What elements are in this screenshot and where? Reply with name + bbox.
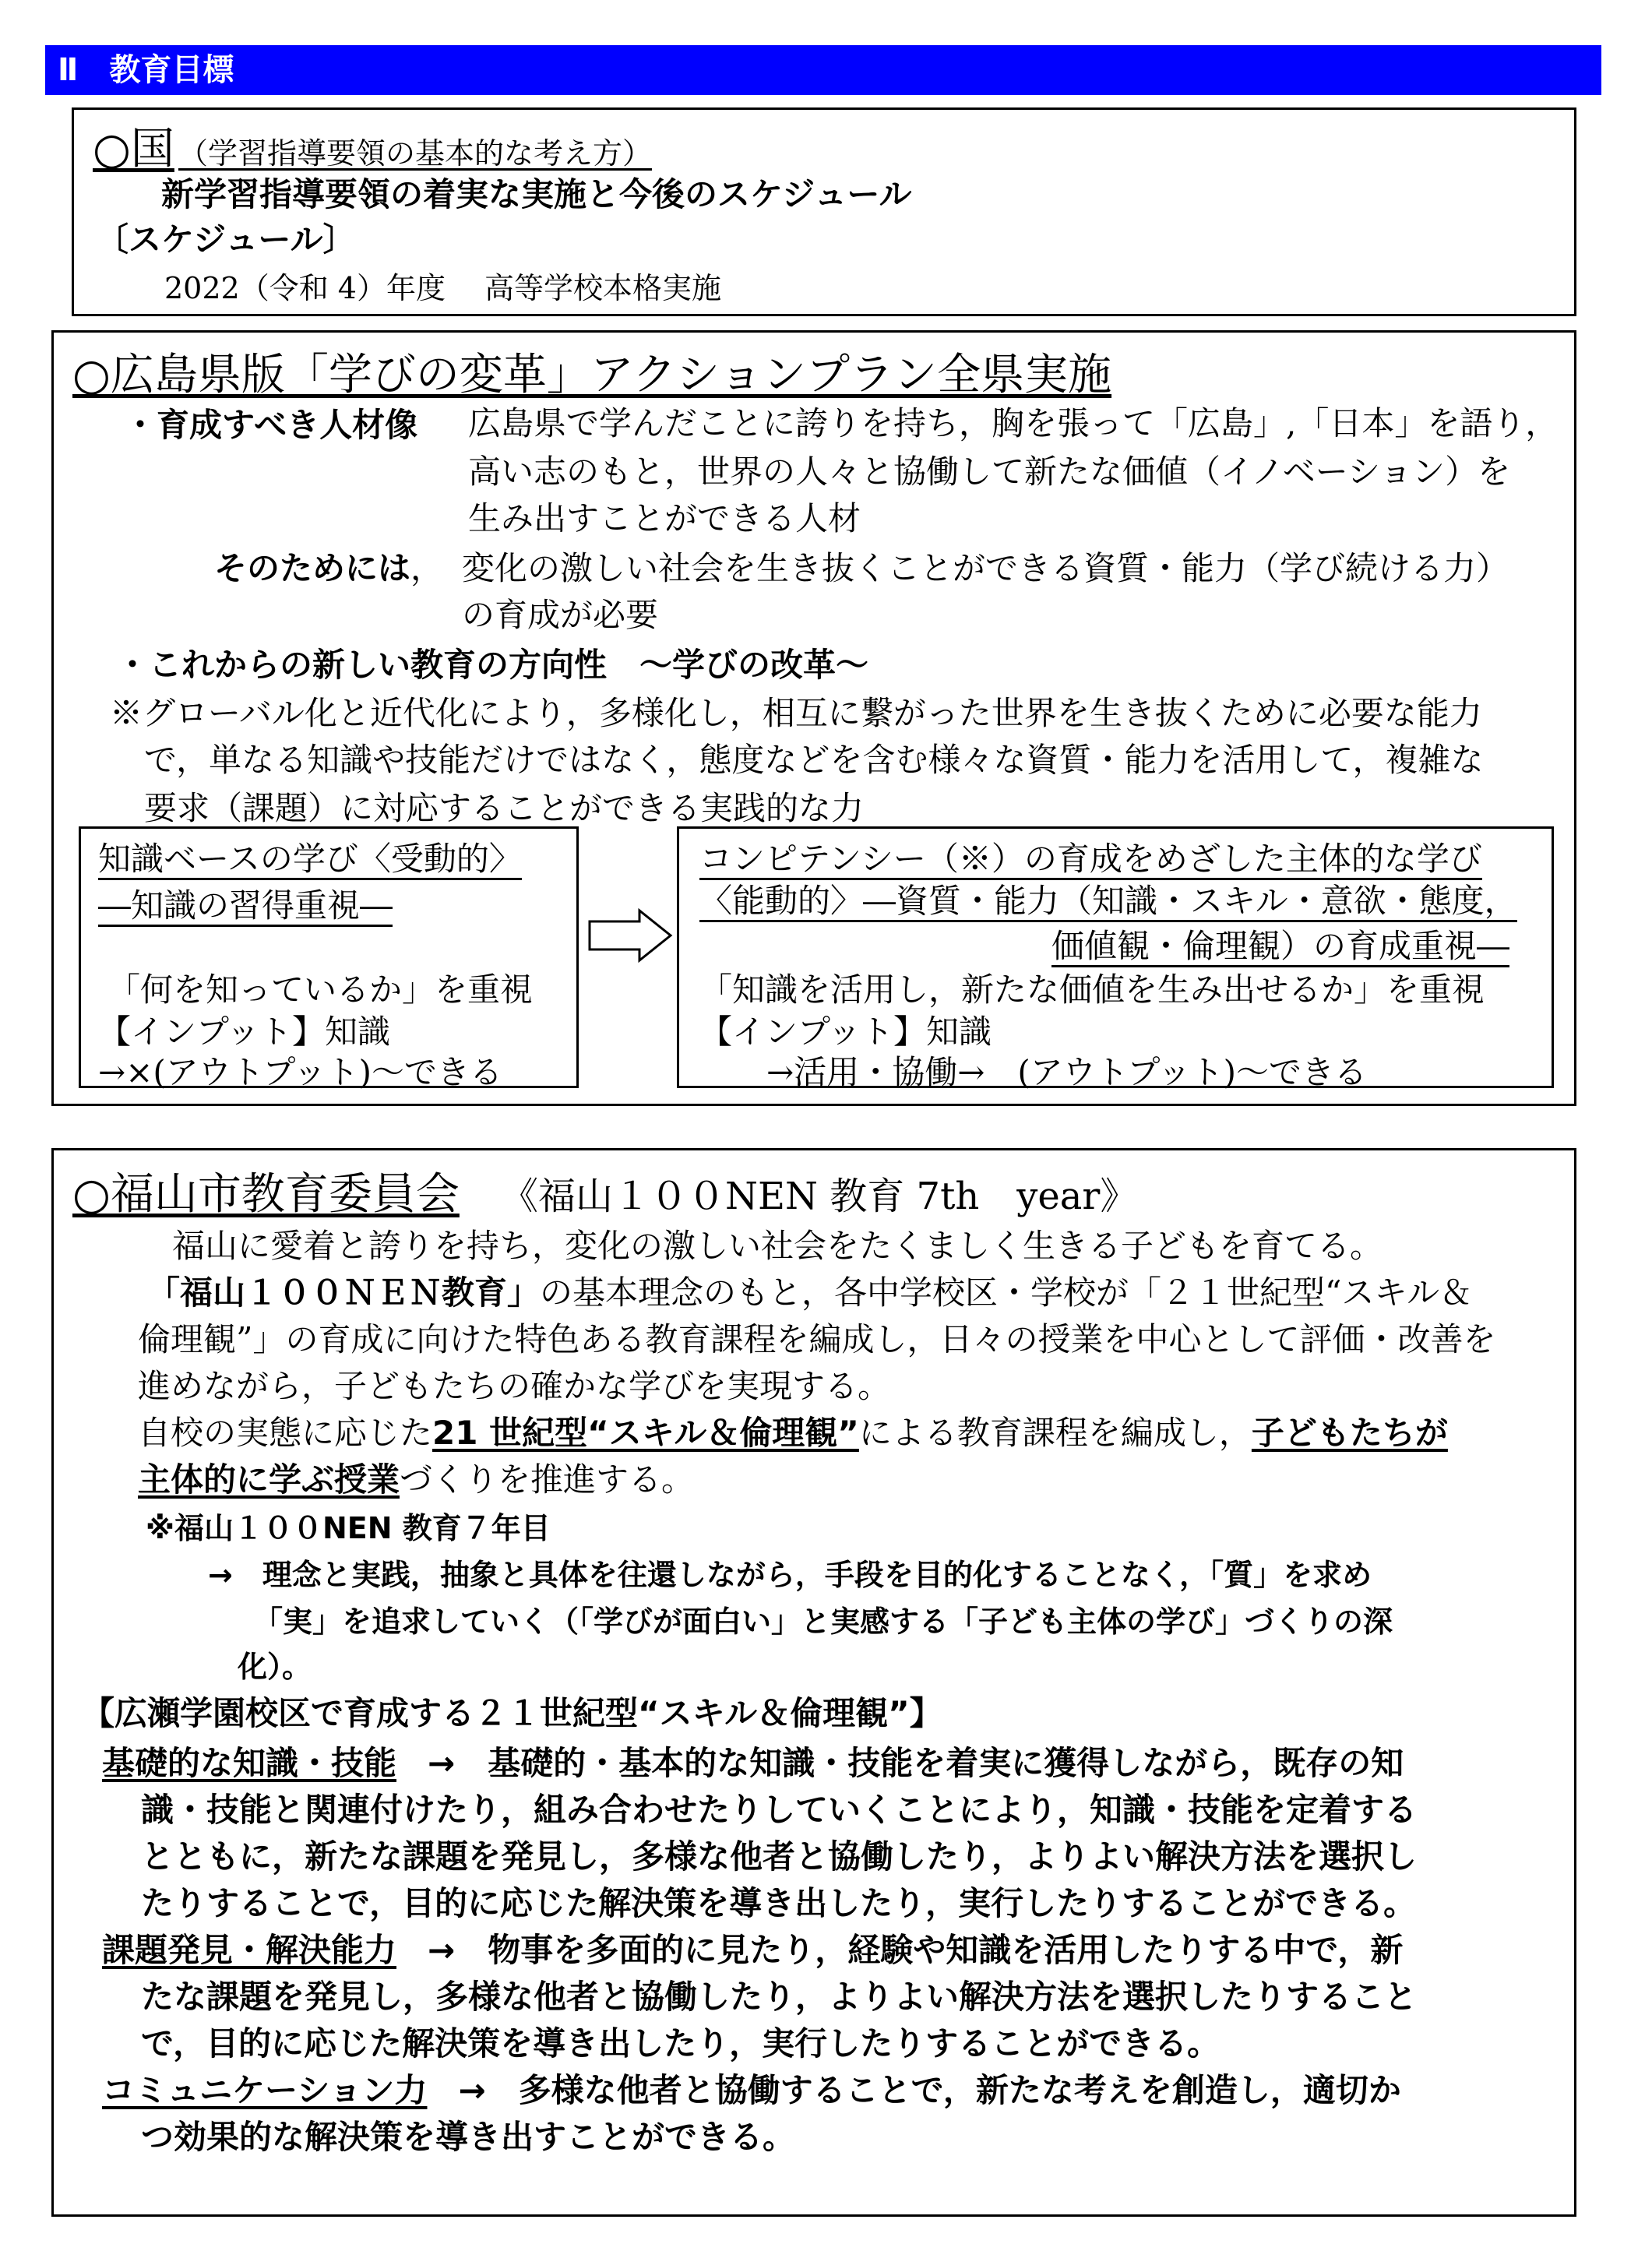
passive-title-1: 知識ベースの学び〈受動的〉	[98, 840, 522, 880]
sonotame-label: そのためには	[214, 549, 411, 587]
kiso-label: 基礎的な知識・技能	[102, 1744, 397, 1782]
note-line: ※グローバル化と近代化により，多様化し，相互に繋がった世界を生き抜くために必要な能力	[110, 694, 1482, 732]
comm-label: コミュニケーション力	[102, 2071, 428, 2109]
hirose-heading: 【広瀬学園校区で育成する２１世紀型“スキル＆倫理観”】	[82, 1694, 942, 1732]
kiso-line: とともに，新たな課題を発見し，多様な他者と協働したり，よりよい解決方法を選択し	[141, 1837, 1418, 1876]
kuni-heading: ○国	[93, 124, 174, 174]
fukuyama-p2c: 倫理観”」の育成に向けた特色ある教育課程を編成し，日々の授業を中心として評価・改善を	[138, 1320, 1496, 1358]
schedule-item: 2022（令和 4）年度 高等学校本格実施	[164, 271, 722, 305]
note-line-3: 化）。	[238, 1650, 312, 1684]
jinzai-line: 生み出すことができる人材	[468, 499, 861, 537]
kuni-box	[72, 107, 1576, 316]
kiso-line: たりすることで，目的に応じた解決策を導き出したり，実行したりすることができる。	[141, 1884, 1417, 1922]
active-title-2: 〈能動的〉―資質・能力（知識・スキル・意欲・態度，	[699, 882, 1517, 922]
fukuyama-heading: ○福山市教育委員会	[72, 1169, 460, 1220]
direction-line: ・これからの新しい教育の方向性 ～学びの改革～	[116, 646, 869, 684]
right-arrow-icon	[586, 907, 675, 963]
fukuyama-p3e: 主体的に学ぶ授業	[138, 1460, 400, 1499]
hiroshima-heading: ○広島県版「学びの変革」アクションプラン全県実施	[72, 350, 1112, 400]
section-header: Ⅱ 教育目標	[45, 45, 1601, 95]
passive-line-2: 【インプット】知識	[98, 1013, 391, 1051]
jinzai-label: ・育成すべき人材像	[124, 406, 418, 444]
active-line-2: 【インプット】知識	[699, 1013, 992, 1051]
active-line-3: →活用・協働→ (アウトプット)～できる	[766, 1053, 1367, 1091]
kiso-line: → 基礎的・基本的な知識・技能を着実に獲得しながら，既存の知	[428, 1744, 1404, 1782]
passive-title-2: ―知識の習得重視―	[98, 886, 393, 927]
hiroshima-box: ○広島県版「学びの変革」アクションプラン全県実施 ・育成すべき人材像 広島県で学んだことに誇りを持ち，胸を張って「広島」,「日本」を語り， 高い志のもと，世界の人々と協働して新たな価値（イノベーション）を 生み出すことができる人材 そのためには， 変化の激しい社会を生き抜くことができる資質・能力（学び続ける力） の育成が必要 ・これからの新しい教育の方向性 ～学びの改革～ ※グローバル化と近代化により，多様化し，相互に繋がった世界を生き抜くために必要な能力 で，単なる知識や技能だけではなく，態度などを含む様々な資質・能力を活用して，複雑な 要求（課題）に対応することができる実践的な力 知識ベースの学び〈受動的〉 ―知識の習得重視― 「何を知っているか」を重視 【インプット】知識 →×(アウトプット)～できる コンピテンシー（※）の育成をめざした主体的な学び 〈能動的〉―資質・能力（知識・スキル・意欲・態度， 価値観・倫理観）の育成重視― 「知識を活用し，新たな価値を生み出せるか」を重視 【インプット】知識 →活用・協働→ (アウトプット)～できる	[51, 330, 1576, 1106]
active-title-1: コンピテンシー（※）の育成をめざした主体的な学び	[699, 840, 1482, 880]
kadai-line: で，目的に応じた解決策を導き出したり，実行したりすることができる。	[141, 2024, 1221, 2063]
kuni-subheading: （学習指導要領の基本的な考え方）	[178, 136, 652, 171]
fukuyama-100nen: 「福山１００ＮＥＮ教育」	[147, 1273, 541, 1312]
kiso-line: 識・技能と関連付けたり，組み合わせたりしていくことにより，知識・技能を定着する	[141, 1791, 1418, 1829]
passive-learning-box	[79, 826, 579, 1091]
active-learning-box	[677, 826, 1554, 1091]
note-line-2: 「実」を追求していく（「学びが面白い」と実感する「子ども主体の学び」づくりの深	[253, 1605, 1393, 1639]
fukuyama-p3d: 子どもたちが	[1251, 1414, 1448, 1452]
fukuyama-p2d: 進めながら，子どもたちの確かな学びを実現する。	[138, 1367, 891, 1405]
comm-line: → 多様な他者と協働することで，新たな考えを創造し，適切か	[458, 2071, 1401, 2109]
sonotame-line: の育成が必要	[462, 596, 659, 634]
note-line-1: → 理念と実践，抽象と具体を往還しながら，手段を目的化することなく，「質」を求め	[208, 1558, 1372, 1592]
kadai-label: 課題発見・解決能力	[102, 1931, 397, 1969]
kadai-line: たな課題を発見し，多様な他者と協働したり，よりよい解決方法を選択したりすること	[141, 1978, 1418, 2016]
fukuyama-p3a: 自校の実態に応じた	[138, 1414, 433, 1452]
kuni-line1: 新学習指導要領の着実な実施と今後のスケジュール	[161, 175, 912, 213]
passive-line-3: →×(アウトプット)～できる	[98, 1053, 502, 1091]
schedule-label: 〔スケジュール〕	[96, 220, 356, 259]
fukuyama-p1: 福山に愛着と誇りを持ち，変化の激しい社会をたくましく生きる子どもを育てる。	[172, 1227, 1383, 1265]
fukuyama-p3c: による教育課程を編成し，	[858, 1414, 1252, 1452]
kadai-line: → 物事を多面的に見たり，経験や知識を活用したりする中で，新	[428, 1931, 1404, 1969]
note-line: 要求（課題）に対応することができる実践的な力	[144, 789, 865, 827]
active-line-1: 「知識を活用し，新たな価値を生み出せるか」を重視	[699, 971, 1485, 1009]
fukuyama-p3f: づくりを推進する。	[400, 1460, 695, 1499]
comm-line: つ効果的な解決策を導き出すことができる。	[141, 2118, 796, 2156]
jinzai-line: 高い志のもと，世界の人々と協働して新たな価値（イノベーション）を	[468, 453, 1511, 491]
jinzai-line: 広島県で学んだことに誇りを持ち，胸を張って「広島」,「日本」を語り，	[468, 404, 1559, 442]
fukuyama-heading-2: 《福山１００NEN 教育 7th year》	[500, 1175, 1138, 1218]
active-title-3: 価値観・倫理観）の育成重視―	[1051, 927, 1509, 967]
passive-line-1: 「何を知っているか」を重視	[107, 971, 534, 1009]
note-head: ※福山１００NEN 教育７年目	[146, 1511, 551, 1545]
note-line: で，単なる知識や技能だけではなく，態度などを含む様々な資質・能力を活用して，複雑な	[144, 741, 1484, 779]
fukuyama-p2b: の基本理念のもと，各中学校区・学校が「２１世紀型“スキル＆	[540, 1273, 1473, 1312]
sonotame-line: 変化の激しい社会を生き抜くことができる資質・能力（学び続ける力）	[462, 549, 1509, 587]
fukuyama-box	[51, 1148, 1576, 2217]
fukuyama-p3b: 21 世紀型“スキル＆倫理観”	[432, 1414, 859, 1452]
